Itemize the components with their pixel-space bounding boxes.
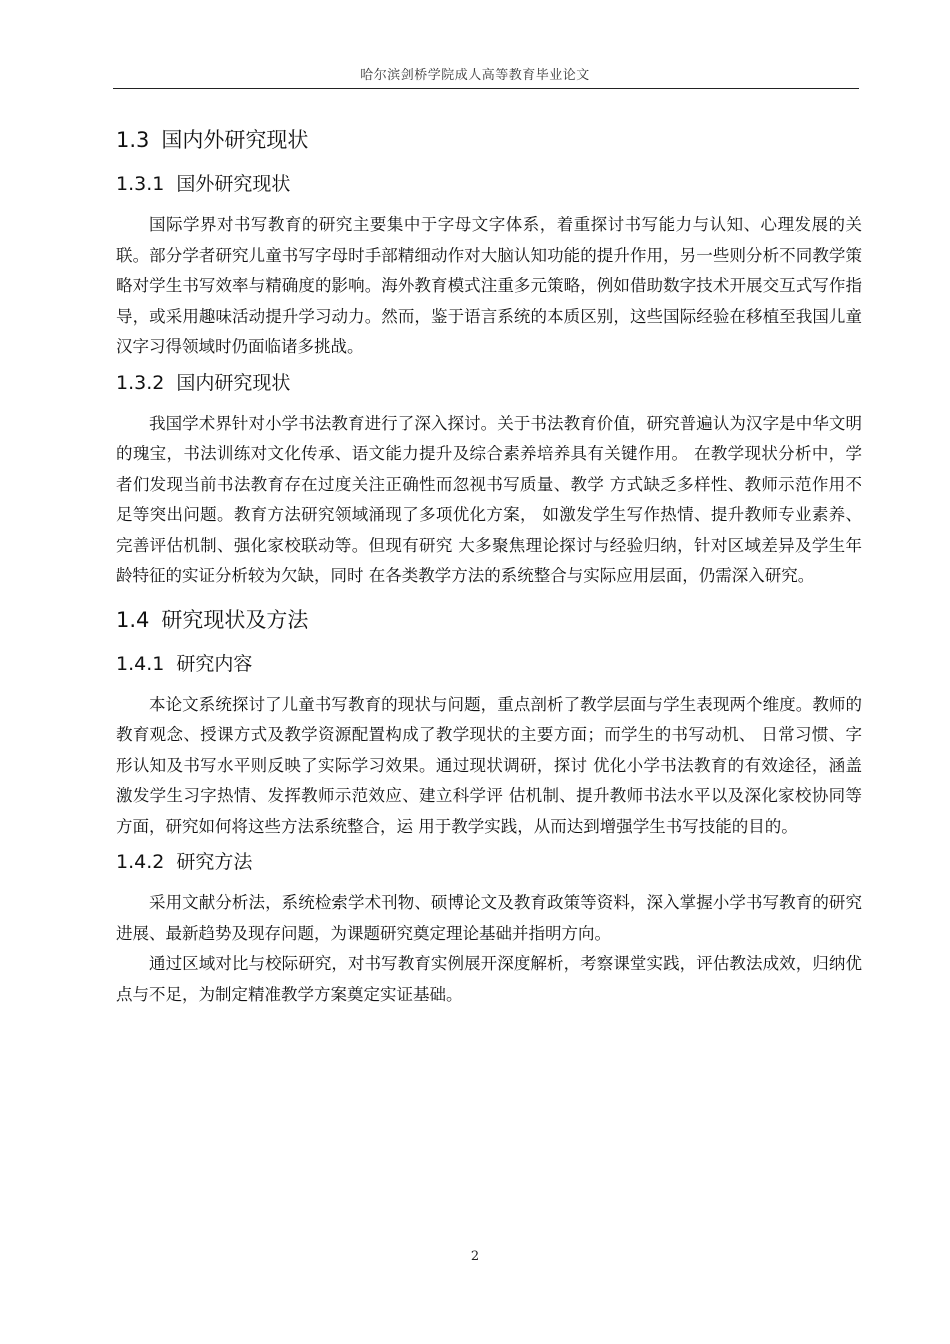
section-1-3-heading bbox=[116, 120, 862, 160]
section-number: 1.3 bbox=[116, 128, 150, 152]
paragraph-research-content: 本论文系统探讨了儿童书写教育的现状与问题，重点剖析了教学层面与学生表现两个维度。教师的教育观念、授课方式及教学资源配置构成了教学现状的主要方面；而学生的书写动机、 日常习惯、字形认知及书写水平则反映了实际学习效果。通过现状调研，探讨 优化小学书法教育的有效途径，涵盖激发学生习字热情、发挥教师示范效应、建立科学评 估机制、提升教师书法水平以及深化家校协同等方面，研究如何将这些方法系统整合，运 用于教学实践，从而达到增强学生书写技能的目的。 bbox=[116, 694, 862, 836]
paragraph-domestic-research: 我国学术界针对小学书法教育进行了深入探讨。关于书法教育价值，研究普遍认为汉字是中华文明的瑰宝，书法训练对文化传承、语文能力提升及综合素养培养具有关键作用。 在教学现状分析中，学者们发现当前书法教育存在过度关注正确性而忽视书写质量、教学 方式缺乏多样性、教师示范作用不足等突出问题。教育方法研究领域涌现了多项优化方案， 如激发学生写作热情、提升教师专业素养、完善评估机制、强化家校联动等。但现有研究 大多聚焦理论探讨与经验归纳，针对区域差异及学生年龄特征的实证分析较为欠缺，同时 在各类教学方法的系统整合与实际应用层面，仍需深入研究。 bbox=[116, 413, 862, 585]
page-number: 2 bbox=[470, 1249, 480, 1264]
section-number: 1.4.2 bbox=[116, 851, 165, 873]
section-title: 研究方法 bbox=[176, 851, 253, 873]
section-number: 1.3.2 bbox=[116, 371, 165, 394]
section-title: 国外研究现状 bbox=[176, 173, 291, 195]
section-number: 1.4 bbox=[116, 607, 150, 632]
section-title: 研究现状及方法 bbox=[161, 607, 309, 632]
paragraph-method-comparison: 通过区域对比与校际研究，对书写教育实例展开深度解析，考察课堂实践，评估教法成效，归纳优点与不足，为制定精准教学方案奠定实证基础。 bbox=[116, 954, 862, 1004]
section-number: 1.3.1 bbox=[116, 173, 165, 195]
section-1-4-1-heading bbox=[116, 644, 862, 684]
section-title: 研究内容 bbox=[176, 652, 253, 675]
section-1-3-1-heading bbox=[116, 164, 862, 204]
section-title: 国内外研究现状 bbox=[161, 128, 309, 152]
running-header: 哈尔滨剑桥学院成人高等教育毕业论文 bbox=[360, 68, 590, 83]
paragraph-foreign-research: 国际学界对书写教育的研究主要集中于字母文字体系，着重探讨书写能力与认知、心理发展的关联。部分学者研究儿童书写字母时手部精细动作对大脑认知功能的提升作用，另一些则分析不同教学策略对学生书写效率与精确度的影响。海外教育模式注重多元策略，例如借助数字技术开展交互式写作指导，或采用趣味活动提升学习动力。然而，鉴于语言系统的本质区别，这些国际经验在移植至我国儿童汉字习得领域时仍面临诸多挑战。 bbox=[116, 215, 862, 356]
section-title: 国内研究现状 bbox=[176, 371, 291, 394]
section-number: 1.4.1 bbox=[116, 652, 165, 675]
section-1-4-2-heading bbox=[116, 842, 862, 882]
page-body bbox=[116, 120, 862, 1010]
section-1-3-2-heading bbox=[116, 363, 862, 403]
header-rule bbox=[113, 88, 859, 89]
section-1-4-heading bbox=[116, 600, 862, 640]
paragraph-method-literature: 采用文献分析法，系统检索学术刊物、硕博论文及教育政策等资料，深入掌握小学书写教育的研究进展、最新趋势及现存问题，为课题研究奠定理论基础并指明方向。 bbox=[116, 893, 862, 943]
